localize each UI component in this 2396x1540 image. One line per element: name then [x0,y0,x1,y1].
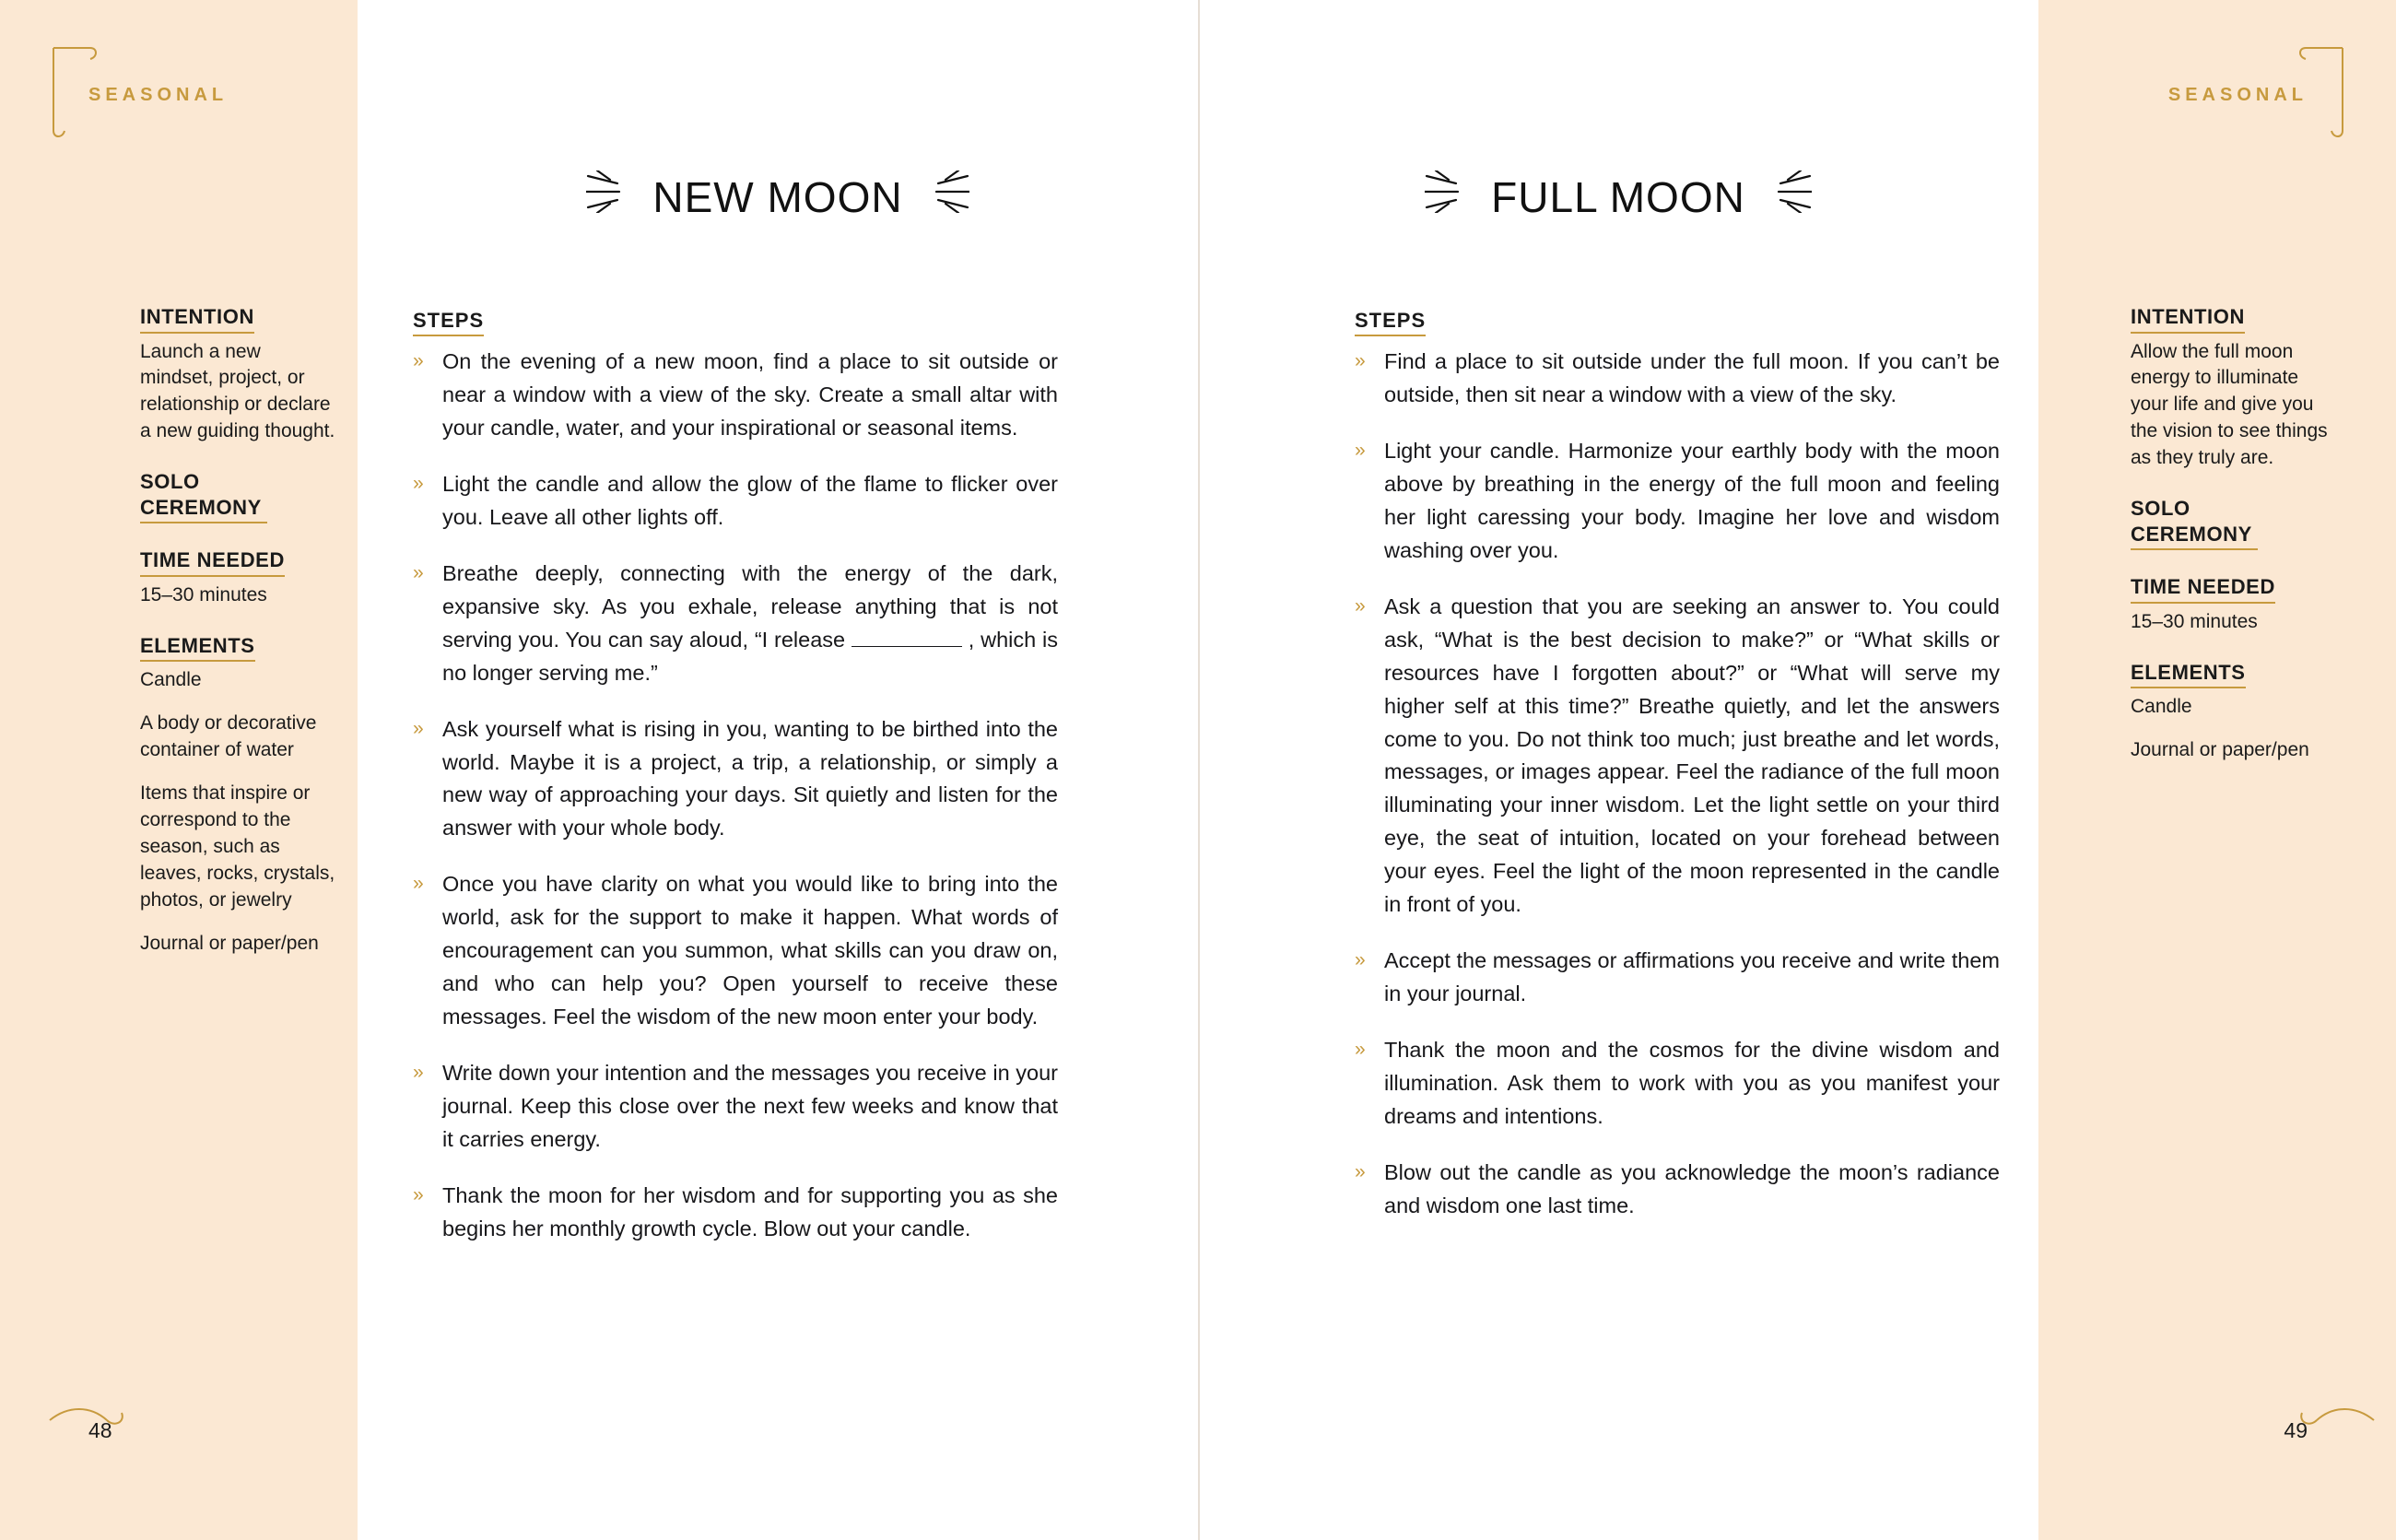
ceremony-label: SOLO CEREMONY [140,469,267,523]
fill-in-blank [852,646,962,647]
step-item [1355,1157,2000,1223]
step-text: Once you have clarity on what you would like to bring into the world, ask for the support to make it happen. What words of encouragement can you summon, what skills can you draw on, and who can help you? Open yourself to receive these messages. Feel the wisdom of the new moon enter your body. [442,872,1058,1029]
time-needed-label: TIME NEEDED [140,547,285,577]
right-meta-panel [2131,304,2329,764]
time-needed-text: 15–30 minutes [2131,610,2258,632]
step-marker-icon: » [1355,350,1366,371]
intention-label: INTENTION [140,304,254,334]
step-marker-icon: » [1355,1039,1366,1061]
time-needed-label: TIME NEEDED [2131,574,2275,604]
step-item [1355,435,2000,568]
element-item: Candle [2131,696,2192,718]
intention-text: Launch a new mindset, project, or relationship or declare a new guiding thought. [140,340,335,442]
step-item [413,868,1058,1034]
elements-group [140,633,338,958]
step-item [1355,1034,2000,1134]
page-number-right: 49 [2284,1418,2308,1442]
step-marker-icon: » [413,561,424,583]
right-page-title-block [1198,170,2038,223]
element-item: Journal or paper/pen [2131,739,2309,761]
step-text: On the evening of a new moon, find a place to sit outside or near a window with a view of the sky. Create a small altar with your candle, water, and your inspirational or seasonal items. [442,349,1058,440]
step-item [1355,346,2000,412]
step-item [413,346,1058,445]
intention-text: Allow the full moon energy to illuminate your life and give you the vision to see things as they truly are. [2131,340,2328,469]
step-text: Ask a question that you are seeking an answer to. You could ask, “What is the best decision to make?” or “What skills or resources have I forgotten about?” or “What will serve my higher self at this time?” Breathe quietly, and let the answers come to you. Do not think too much; just breathe and let words, messages, or images appear. Feel the radiance of the full moon illuminating your inner wisdom. Let the light settle on your third eye, the seat of intuition, located on your forehead between your eyes. Feel the light of the moon represented in the candle in front of you. [1384,594,2000,917]
sun-rays-left-icon [586,170,640,223]
step-marker-icon: » [413,1184,424,1206]
right-page [1198,0,2396,1540]
page-title: NEW MOON [652,172,903,221]
spread-gutter [1198,0,1200,1540]
page-title: FULL MOON [1491,172,1745,221]
step-text: Accept the messages or affirmations you receive and write them in your journal. [1384,948,2000,1006]
intention-group [2131,304,2329,472]
left-side-column [0,0,358,1540]
time-group [140,547,338,608]
running-head-left: SEASONAL [88,85,229,105]
ceremony-group [2131,496,2329,550]
step-text: Light your candle. Harmonize your earthly body with the moon above by breathing in the energy of the full moon and feeling her light caressing your body. Imagine her love and wisdom washing over you. [1384,438,2000,562]
step-text: Thank the moon and the cosmos for the divine wisdom and illumination. Ask them to work with you as you manifest your dreams and intentions. [1384,1038,2000,1129]
step-text: Breathe deeply, connecting with the energy of the dark, expansive sky. As you exhale, release anything that is not serving you. You can say aloud, “I release , which is no longer serving me.” [442,560,1058,685]
step-text: Blow out the candle as you acknowledge the moon’s radiance and wisdom one last time. [1384,1160,2000,1217]
step-marker-icon: » [413,350,424,371]
step-marker-icon: » [1355,949,1366,971]
ceremony-group [140,469,338,523]
step-item [1355,591,2000,923]
left-meta-panel [140,304,338,958]
running-head-right: SEASONAL [2167,85,2308,105]
step-item [413,713,1058,846]
step-marker-icon: » [413,873,424,895]
corner-ornament-bottom-icon [48,1402,122,1503]
step-marker-icon: » [413,717,424,739]
step-marker-icon: » [1355,594,1366,617]
step-item [413,558,1058,690]
left-page-title-block [358,170,1198,223]
steps-list-right [1355,346,2000,1223]
page-number-left: 48 [88,1418,112,1442]
right-side-column [2038,0,2396,1540]
intention-label: INTENTION [2131,304,2245,334]
element-item: Candle [140,669,202,691]
sun-rays-left-icon [1425,170,1478,223]
step-text: Thank the moon for her wisdom and for supporting you as she begins her monthly growth cycle. Blow out your candle. [442,1183,1058,1240]
time-needed-text: 15–30 minutes [140,583,267,605]
element-item: Items that inspire or correspond to the season, such as leaves, rocks, crystals, photos, or jewelry [140,782,335,911]
steps-label-right: STEPS [1355,309,1426,336]
step-marker-icon: » [413,472,424,494]
step-text: Write down your intention and the messages you receive in your journal. Keep this close over the next few weeks and know that it carries energy. [442,1061,1058,1152]
step-marker-icon: » [1355,439,1366,461]
right-main-column [1198,0,2038,1540]
step-text: Light the candle and allow the glow of the flame to flicker over you. Leave all other lights off. [442,471,1058,529]
elements-label: ELEMENTS [140,633,255,663]
step-marker-icon: » [1355,1161,1366,1183]
sun-rays-right-icon [916,170,969,223]
steps-label-left: STEPS [413,309,484,336]
step-marker-icon: » [413,1062,424,1084]
elements-group [2131,660,2329,764]
time-group [2131,574,2329,635]
sun-rays-right-icon [1758,170,1812,223]
elements-label: ELEMENTS [2131,660,2246,689]
step-item [413,1180,1058,1246]
intention-group [140,304,338,445]
step-item [413,468,1058,535]
step-item [1355,945,2000,1011]
step-text: Ask yourself what is rising in you, wanting to be birthed into the world. Maybe it is a project, a trip, a relationship, or simply a new way of approaching your days. Sit quietly and listen for the answer with your whole body. [442,716,1058,841]
ceremony-label: SOLO CEREMONY [2131,496,2258,550]
left-main-column [358,0,1198,1540]
element-item: Journal or paper/pen [140,933,319,955]
steps-list-left [413,346,1058,1246]
element-item: A body or decorative container of water [140,712,317,761]
corner-ornament-bottom-icon [2274,1402,2348,1503]
step-text: Find a place to sit outside under the full moon. If you can’t be outside, then sit near a window with a view of the sky. [1384,349,2000,406]
step-item [413,1057,1058,1157]
